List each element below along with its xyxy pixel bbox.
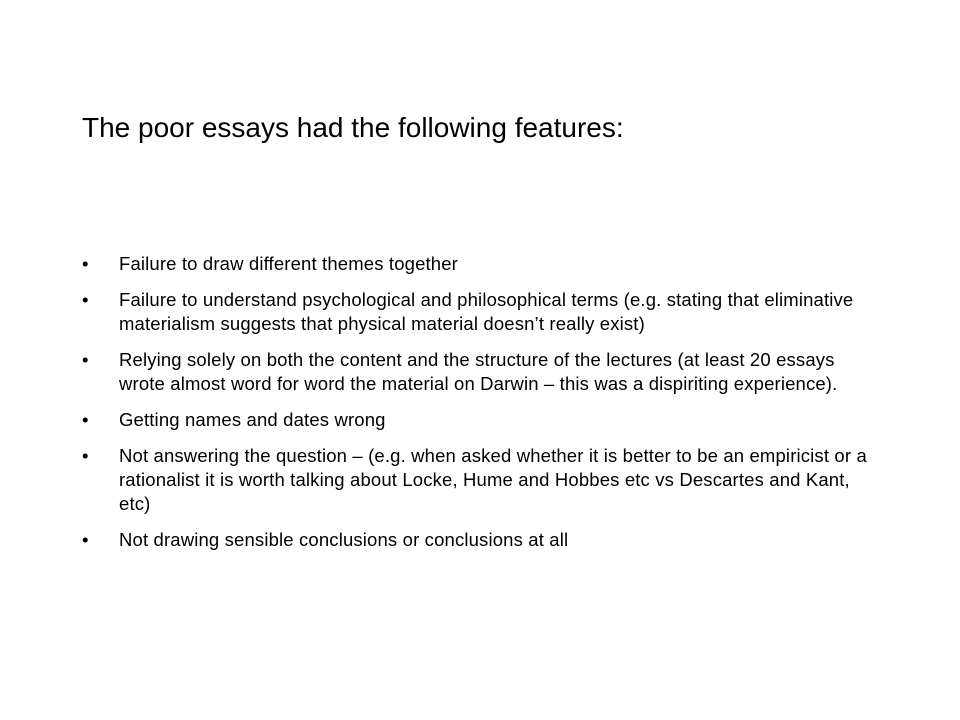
- bullet-mark: •: [82, 349, 89, 370]
- bullet-mark: •: [82, 529, 89, 550]
- bullet-item-draw-themes: [82, 252, 872, 276]
- bullet-item-not-answering: [82, 444, 872, 516]
- bullet-item-understand-terms: [82, 288, 872, 336]
- bullet-text: Relying solely on both the content and the structure of the lectures (at least 20 essays wrote almost word for word the material on Darwin – this was a dispiriting experience).: [119, 349, 838, 394]
- bullet-mark: •: [82, 445, 89, 466]
- bullet-item-conclusions: [82, 528, 872, 552]
- bullet-mark: •: [82, 409, 89, 430]
- bullet-text: Failure to understand psychological and philosophical terms (e.g. stating that eliminative materialism suggests that physical material doesn’t really exist): [119, 289, 854, 334]
- bullet-mark: •: [82, 253, 89, 274]
- bullet-text: Getting names and dates wrong: [119, 409, 386, 430]
- bullet-item-relying-on-lectures: [82, 348, 872, 396]
- bullet-item-names-dates: [82, 408, 872, 432]
- bullet-text: Failure to draw different themes together: [119, 253, 458, 274]
- bullet-list: [82, 252, 872, 564]
- slide-title: The poor essays had the following features:: [82, 112, 624, 143]
- bullet-text: Not answering the question – (e.g. when asked whether it is better to be an empiricist or a rationalist it is worth talking about Locke, Hume and Hobbes etc vs Descartes and Kant, etc): [119, 445, 867, 514]
- bullet-mark: •: [82, 289, 89, 310]
- bullet-text: Not drawing sensible conclusions or conclusions at all: [119, 529, 569, 550]
